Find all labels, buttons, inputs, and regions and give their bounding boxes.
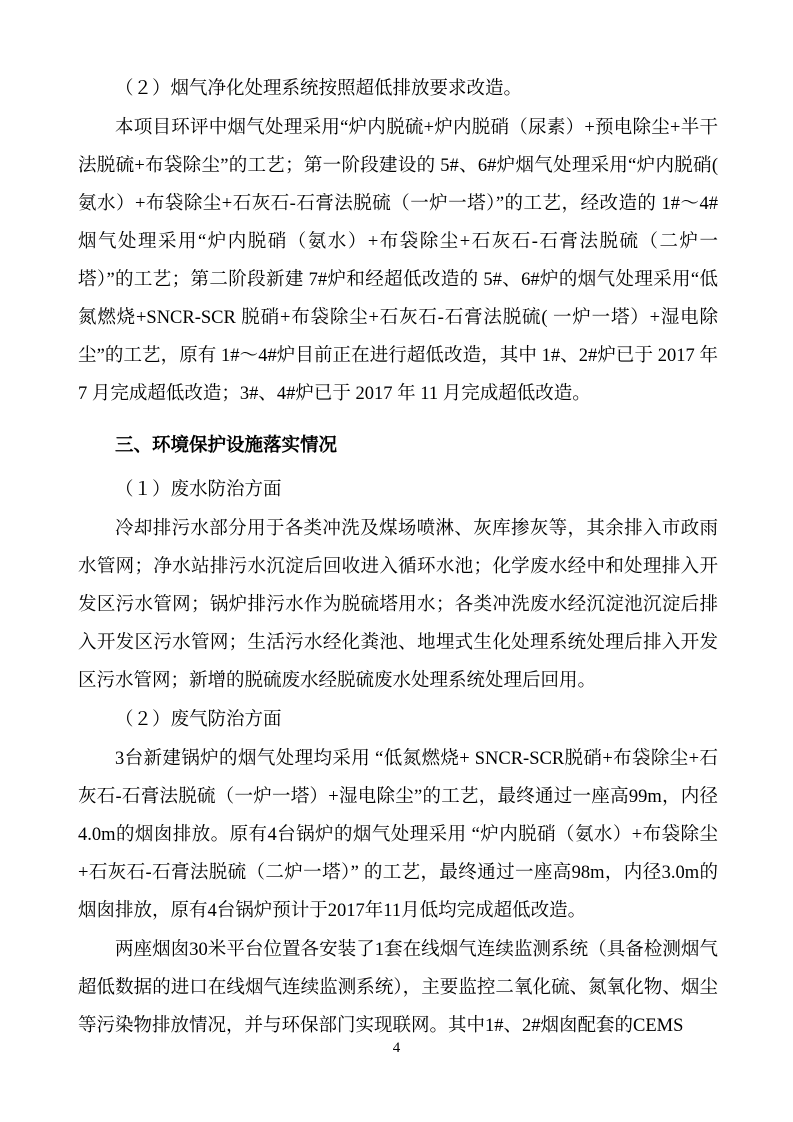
paragraph-2: 本项目环评中烟气处理采用“炉内脱硫+炉内脱硝（尿素）+预电除尘+半干法脱硫+布袋除尘”的工艺；第一阶段建设的 5#、6#炉烟气处理采用“炉内脱硝( 氨水）+布袋除尘+石灰石-石膏法脱硫（一炉一塔）”的工艺，经改造的 1#～4#烟气处理采用“炉内脱硝（氨水）+布袋除尘+石灰石-石膏法脱硫（二炉一塔）”的工艺；第二阶段新建 7#炉和经超低改造的 5#、6#炉的烟气处理采用“低氮燃烧+SNCR-SCR 脱硝+布袋除尘+石灰石-石膏法脱硫( 一炉一塔）+湿电除尘”的工艺，原有 1#～4#炉目前正在进行超低改造，其中 1#、2#炉已于 2017 年 7 月完成超低改造；3#、4#炉已于 2017 年 11 月完成超低改造。 xyxy=(78,118,718,404)
subsection-1-body: 冷却排污水部分用于各类冲洗及煤场喷淋、灰库掺灰等，其余排入市政雨水管网；净水站排污水沉淀后回收进入循环水池；化学废水经中和处理排入开发区污水管网；锅炉排污水作为脱硫塔用水；各类冲洗废水经沉淀池沉淀后排入开发区污水管网；生活污水经化粪池、地埋式生化处理系统处理后排入开发区污水管网；新增的脱硫废水经脱硫废水处理系统处理后回用。 xyxy=(78,519,718,691)
subsection-2-title: （２）废气防治方面 xyxy=(115,710,282,730)
page-number: 4 xyxy=(392,1040,401,1056)
subsection-2-body-2: 两座烟囱30米平台位置各安装了1套在线烟气连续监测系统（具备检测烟气超低数据的进口在线烟气连续监测系统），主要监控二氧化硫、氮氧化物、烟尘等污染物排放情况，并与环保部门实现联网。其中1#、2#烟囱配套的CEMS xyxy=(78,940,718,1036)
subsection-1-title: （１）废水防治方面 xyxy=(115,480,282,500)
section-heading: 三、环境保护设施落实情况 xyxy=(115,436,338,456)
page-content xyxy=(78,70,718,1046)
subsection-2-body-1: 3台新建锅炉的烟气处理均采用 “低氮燃烧+ SNCR-SCR脱硝+布袋除尘+石灰石-石膏法脱硫（一炉一塔）+湿电除尘”的工艺，最终通过一座高99m，内径4.0m的烟囱排放。原有4台锅炉的烟气处理采用 “炉内脱硝（氨水）+布袋除尘+石灰石-石膏法脱硫（二炉一塔）” 的工艺，最终通过一座高98m，内径3.0m的烟囱排放，原有4台锅炉预计于2017年11月低均完成超低改造。 xyxy=(78,749,718,921)
paragraph-1: （２）烟气净化处理系统按照超低排放要求改造。 xyxy=(115,79,523,99)
